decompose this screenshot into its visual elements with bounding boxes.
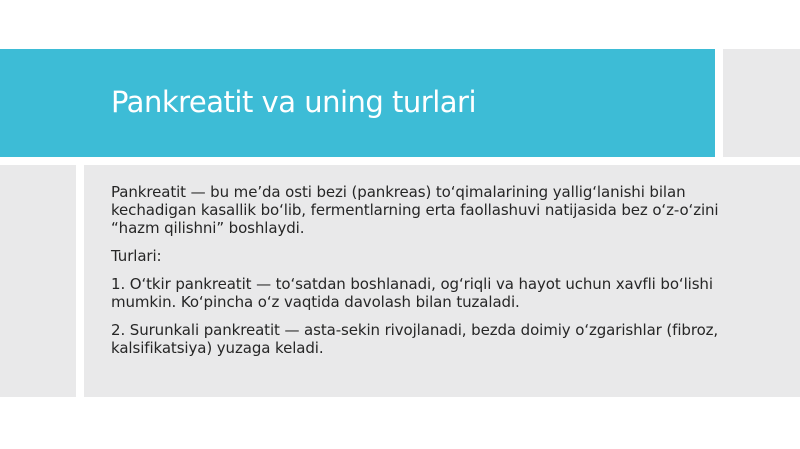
slide-body <box>111 183 721 367</box>
type-item-acute: 1. O‘tkir pankreatit — to‘satdan boshlanadi, og‘riqli va hayot uchun xavfli bo‘lishi mumkin. Ko‘pincha o‘z vaqtida davolash bilan tuzaladi. <box>111 275 713 311</box>
slide-title: Pankreatit va uning turlari <box>111 85 477 119</box>
title-accent-block <box>723 49 800 157</box>
intro-paragraph: Pankreatit — bu me’da osti bezi (pankreas) to‘qimalarining yallig‘lanishi bilan kechadigan kasallik bo‘lib, fermentlarning erta faollashuvi natijasida bez o‘z-o‘zini “hazm qilishni” boshlaydi. <box>111 183 719 237</box>
type-item-chronic: 2. Surunkali pankreatit — asta-sekin rivojlanadi, bezda doimiy o‘zgarishlar (fibroz, kalsifikatsiya) yuzaga keladi. <box>111 321 719 357</box>
left-accent-block <box>0 165 76 397</box>
types-heading: Turlari: <box>111 247 162 265</box>
